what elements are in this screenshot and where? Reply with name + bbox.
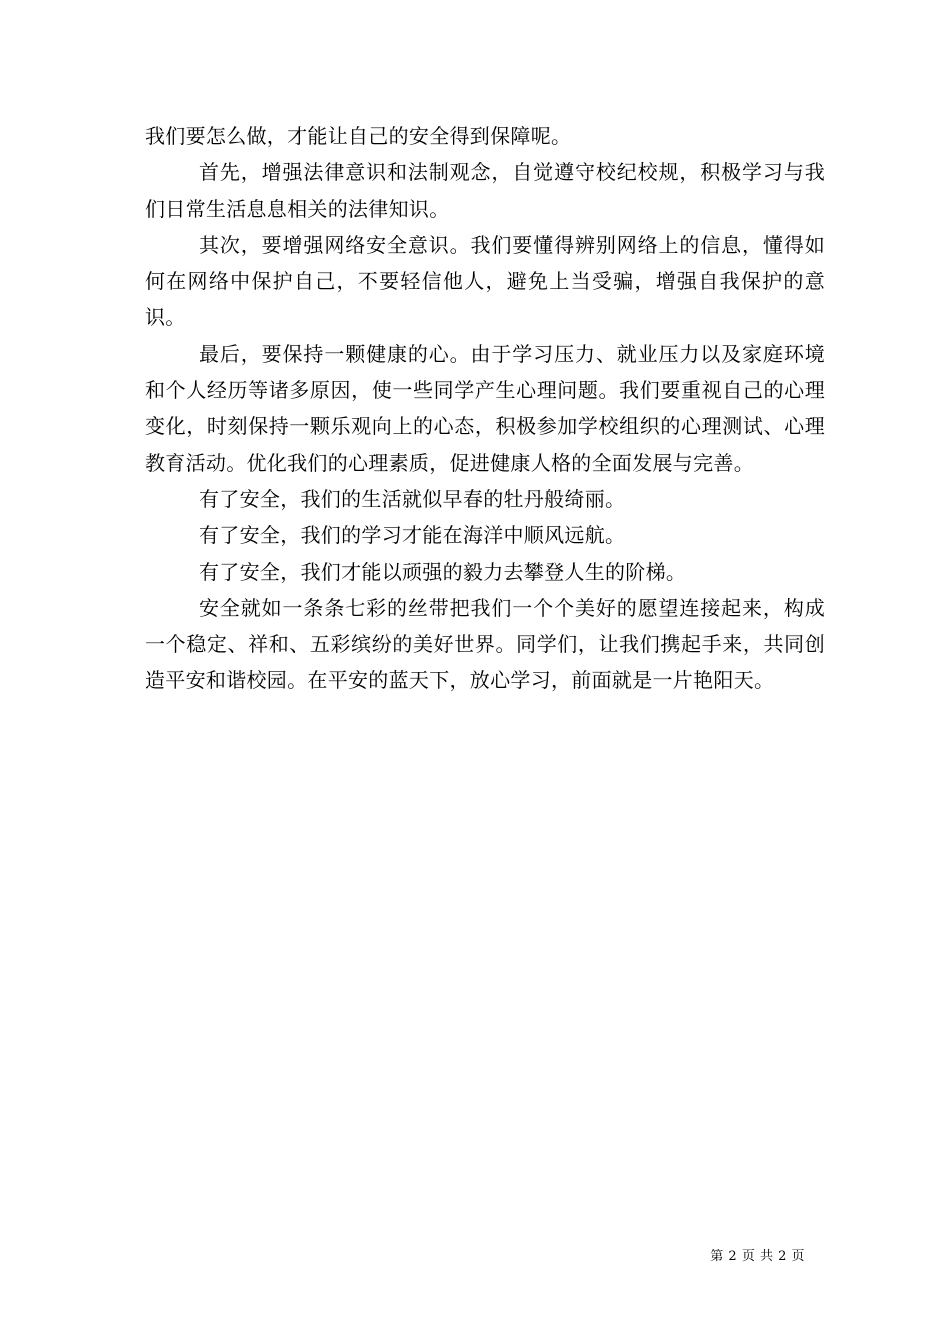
page-number-footer: 第 2 页 共 2 页	[710, 1249, 805, 1264]
paragraph-6: 有了安全，我们的学习才能在海洋中顺风远航。	[199, 523, 626, 548]
paragraph-1: 我们要怎么做，才能让自己的安全得到保障呢。	[145, 124, 572, 148]
paragraph-4: 最后，要保持一颗健康的心。由于学习压力、就业压力以及家庭环境和个人经历等诸多原因，使一些同学产生心理问题。我们要重视自己的心理变化，时刻保持一颗乐观向上的心态，积极参加学校组织的心理测试、心理教育活动。优化我们的心理素质，促进健康人格的全面发展与完善。	[145, 341, 825, 475]
paragraph-2: 首先，增强法律意识和法制观念，自觉遵守校纪校规，积极学习与我们日常生活息息相关的法律知识。	[145, 160, 825, 221]
document-body	[145, 118, 825, 699]
paragraph-3: 其次，要增强网络安全意识。我们要懂得辨别网络上的信息，懂得如何在网络中保护自己，不要轻信他人，避免上当受骗，增强自我保护的意识。	[145, 232, 825, 330]
paragraph-5: 有了安全，我们的生活就似早春的牡丹般绮丽。	[199, 486, 626, 511]
paragraph-7: 有了安全，我们才能以顽强的毅力去攀登人生的阶梯。	[199, 559, 687, 584]
paragraph-8: 安全就如一条条七彩的丝带把我们一个个美好的愿望连接起来，构成一个稳定、祥和、五彩缤纷的美好世界。同学们，让我们携起手来，共同创造平安和谐校园。在平安的蓝天下，放心学习，前面就是一片艳阳天。	[145, 595, 825, 693]
